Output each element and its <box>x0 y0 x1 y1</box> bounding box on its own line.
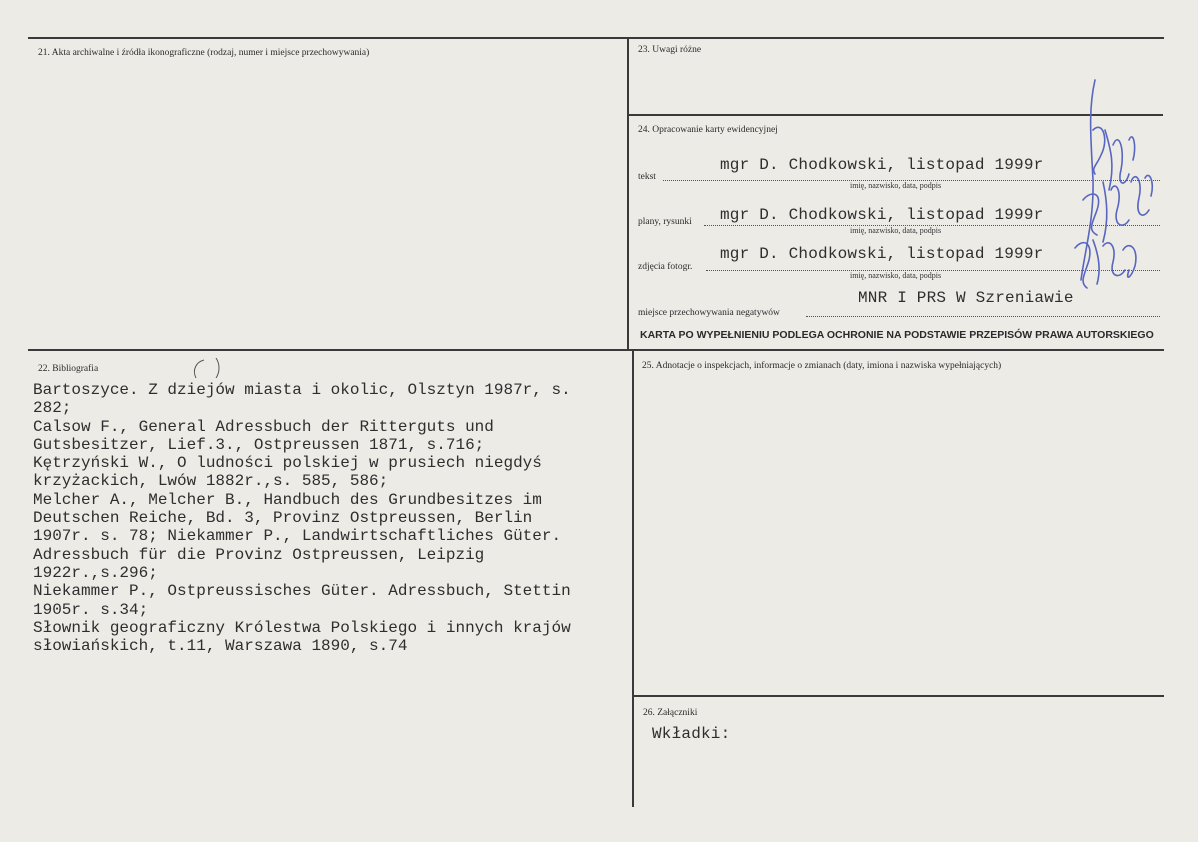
bibliography-line: 1907r. s. 78; Niekammer P., Landwirtschaftliches Güter. <box>33 527 562 546</box>
vertical-divider-upper <box>627 38 629 350</box>
bibliography-line: 1905r. s.34; <box>33 600 149 619</box>
adnotacje-bottom-rule <box>633 695 1164 697</box>
handwritten-signature <box>1063 70 1173 300</box>
negatives-dotted-line <box>806 316 1160 317</box>
section-24-label: 24. Opracowanie karty ewidencyjnej <box>638 125 778 135</box>
bibliography-line: 282; <box>33 399 72 418</box>
section-26-label: 26. Załączniki <box>643 708 698 718</box>
bibliography-line: Kętrzyński W., O ludności polskiej w prusiech niegdyś <box>33 454 542 473</box>
bibliography-line: 1922r.,s.296; <box>33 563 158 582</box>
bibliography-line: krzyżackich, Lwów 1882r.,s. 585, 586; <box>33 472 389 491</box>
bibliography-line: Bartoszyce. Z dziejów miasta i okolic, Olsztyn 1987r, s. <box>33 381 571 399</box>
middle-rule <box>28 349 1164 351</box>
field-tekst-value: mgr D. Chodkowski, listopad 1999r <box>720 156 1044 174</box>
field-plany-hint: imię, nazwisko, data, podpis <box>850 226 942 235</box>
field-zdjecia-label: zdjęcia fotogr. <box>638 262 693 272</box>
section-21-label: 21. Akta archiwalne i źródła ikonograficzne (rodzaj, numer i miejsce przechowywania) <box>38 48 370 58</box>
field-plany-value: mgr D. Chodkowski, listopad 1999r <box>720 206 1044 224</box>
pencil-bracket-mark <box>186 356 226 382</box>
negatives-label: miejsce przechowywania negatywów <box>638 308 780 318</box>
field-zdjecia-value: mgr D. Chodkowski, listopad 1999r <box>720 245 1044 263</box>
bibliography-line: Deutschen Reiche, Bd. 3, Provinz Ostpreussen, Berlin <box>33 509 533 528</box>
bibliography-line: Słownik geograficzny Królestwa Polskiego i innych krajów <box>33 618 571 637</box>
section-22-label: 22. Bibliografia <box>38 364 99 374</box>
attachments-value: Wkładki: <box>652 725 731 743</box>
bibliography-text <box>33 381 623 655</box>
section-23-label: 23. Uwagi różne <box>638 45 702 55</box>
negatives-value: MNR I PRS W Szreniawie <box>858 289 1074 307</box>
vertical-divider-lower <box>632 350 634 807</box>
bibliography-line: Melcher A., Melcher B., Handbuch des Grundbesitzes im <box>33 490 542 509</box>
section-25-label: 25. Adnotacje o inspekcjach, informacje o zmianach (daty, imiona i nazwiska wypełniających) <box>642 361 1002 371</box>
bibliography-line: słowiańskich, t.11, Warszawa 1890, s.74 <box>33 637 408 656</box>
field-tekst-label: tekst <box>638 172 656 182</box>
bibliography-line: Calsow F., General Adressbuch der Ritterguts und <box>33 417 494 436</box>
bibliography-line: Gutsbesitzer, Lief.3., Ostpreussen 1871, s.716; <box>33 435 485 454</box>
field-plany-label: plany, rysunki <box>638 217 692 227</box>
bibliography-line: Niekammer P., Ostpreussisches Güter. Adressbuch, Stettin <box>33 582 571 601</box>
bibliography-line: Adressbuch für die Provinz Ostpreussen, Leipzig <box>33 545 485 564</box>
field-zdjecia-hint: imię, nazwisko, data, podpis <box>850 271 942 280</box>
top-rule <box>28 37 1164 39</box>
field-tekst-hint: imię, nazwisko, data, podpis <box>850 181 942 190</box>
copyright-notice: KARTA PO WYPEŁNIENIU PODLEGA OCHRONIE NA PODSTAWIE PRZEPISÓW PRAWA AUTORSKIEGO <box>640 329 1154 341</box>
